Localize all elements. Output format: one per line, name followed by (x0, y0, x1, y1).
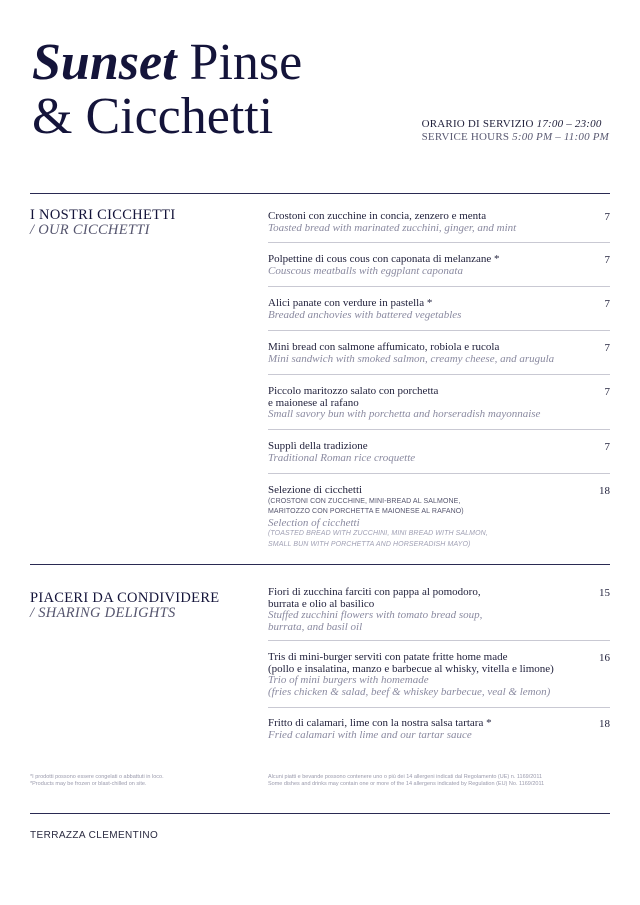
footnote-right-en: Some dishes and drinks may contain one or more of the 14 allergens indicated by Regulation (EU) No. 1169/2011 (268, 781, 545, 787)
item-detail-en: (TOASTED BREAD WITH ZUCCHINI, MINI BREAD WITH SALMON, SMALL BUN WITH PORCHETTA AND HORSERADISH MAYO) (268, 530, 488, 548)
item-name-it: Fritto di calamari, lime con la nostra salsa tartara * (268, 717, 492, 729)
item-name-en: Fried calamari with lime and our tartar sauce (268, 728, 472, 741)
item-name-it: Polpettine di cous cous con caponata di melanzane * (268, 253, 500, 265)
divider-bottom (30, 813, 610, 814)
title-strong: Sunset (32, 34, 177, 91)
item-name-it: Alici panate con verdure in pastella * (268, 297, 433, 309)
item-name-en: Traditional Roman rice croquette (268, 451, 416, 464)
footnote-left-it: *I prodotti possono essere congelati o abbattuti in loco. (30, 774, 164, 780)
footnote-frozen (30, 774, 164, 788)
hours-en-time: 5:00 PM – 11:00 PM (512, 131, 609, 143)
item-name-it: Supplì della tradizione (268, 440, 368, 452)
footnote-right-it: Alcuni piatti e bevande possono contenere uno o più dei 14 allergeni indicati dal Regolamento (UE) n. 1169/2011 (268, 774, 543, 780)
menu-item (268, 430, 610, 474)
item-name-it: Tris di mini-burger serviti con patate fritte home made (pollo e insalatina, manzo e barbecue al whisky, vitella e limone) (268, 651, 554, 675)
item-name-en: Trio of mini burgers with homemade (fries chicken & salad, beef & whiskey barbecue, veal & lemon) (268, 674, 551, 698)
item-name-it: Selezione di cicchetti (268, 484, 363, 496)
menu-item (268, 587, 610, 641)
item-price: 18 (599, 718, 610, 730)
item-price: 7 (604, 254, 610, 266)
item-name-it: Crostoni con zucchine in concia, zenzero e menta (268, 210, 487, 222)
section-title-it: I NOSTRI CICCHETTI (30, 207, 176, 223)
item-price: 18 (599, 485, 610, 497)
section-items-sharing (268, 587, 610, 748)
item-price: 7 (604, 441, 610, 453)
title-line2: & Cicchetti (32, 88, 274, 145)
section-items-cicchetti (268, 211, 610, 557)
menu-item (268, 287, 610, 331)
item-price: 16 (599, 652, 610, 664)
service-hours (422, 118, 609, 144)
item-price: 7 (604, 386, 610, 398)
section-title-it: PIACERI DA CONDIVIDERE (30, 590, 220, 606)
section-title-en: / SHARING DELIGHTS (30, 605, 176, 621)
divider-middle (30, 564, 610, 565)
item-name-en: Stuffed zucchini flowers with tomato bread soup, burrata, and basil oil (268, 609, 483, 633)
menu-title (32, 36, 302, 144)
item-price: 7 (604, 342, 610, 354)
footnote-allergens (268, 774, 613, 788)
item-price: 15 (599, 587, 610, 599)
item-name-en: Toasted bread with marinated zucchini, ginger, and mint (268, 221, 517, 234)
menu-item (268, 243, 610, 287)
brand-logo: TERRAZZA CLEMENTINO (30, 830, 159, 841)
title-rest: Pinse (176, 34, 303, 91)
section-title-cicchetti (30, 208, 176, 238)
item-name-en: Mini sandwich with smoked salmon, creamy cheese, and arugula (268, 352, 555, 365)
item-price: 7 (604, 298, 610, 310)
hours-it-label: ORARIO DI SERVIZIO (421, 118, 534, 130)
divider-top (30, 193, 610, 194)
menu-item (268, 641, 610, 708)
item-detail-it: (CROSTONI CON ZUCCHINE, MINI-BREAD AL SALMONE, MARITOZZO CON PORCHETTA E MAIONESE AL RAFANO) (268, 497, 464, 515)
menu-item (268, 331, 610, 375)
section-title-sharing (30, 591, 219, 621)
menu-item (268, 375, 610, 430)
item-name-it: Fiori di zucchina farciti con pappa al pomodoro, burrata e olio al basilico (268, 586, 481, 610)
item-name-en: Breaded anchovies with battered vegetables (268, 308, 462, 321)
hours-it-time: 17:00 – 23:00 (536, 118, 602, 130)
menu-item (268, 708, 610, 748)
footnote-left-en: *Products may be frozen or blast-chilled on site. (30, 781, 147, 787)
item-name-it: Mini bread con salmone affumicato, robiola e rucola (268, 341, 500, 353)
item-name-en: Couscous meatballs with eggplant caponata (268, 264, 463, 277)
item-name-en: Selection of cicchetti (268, 516, 360, 529)
section-title-en: / OUR CICCHETTI (30, 222, 150, 238)
item-name-en: Small savory bun with porchetta and horseradish mayonnaise (268, 408, 541, 420)
menu-item (268, 211, 610, 243)
item-name-it: Piccolo maritozzo salato con porchetta e maionese al rafano (268, 385, 439, 409)
hours-en-label: SERVICE HOURS (421, 131, 510, 143)
item-price: 7 (604, 211, 610, 223)
menu-item (268, 474, 610, 557)
